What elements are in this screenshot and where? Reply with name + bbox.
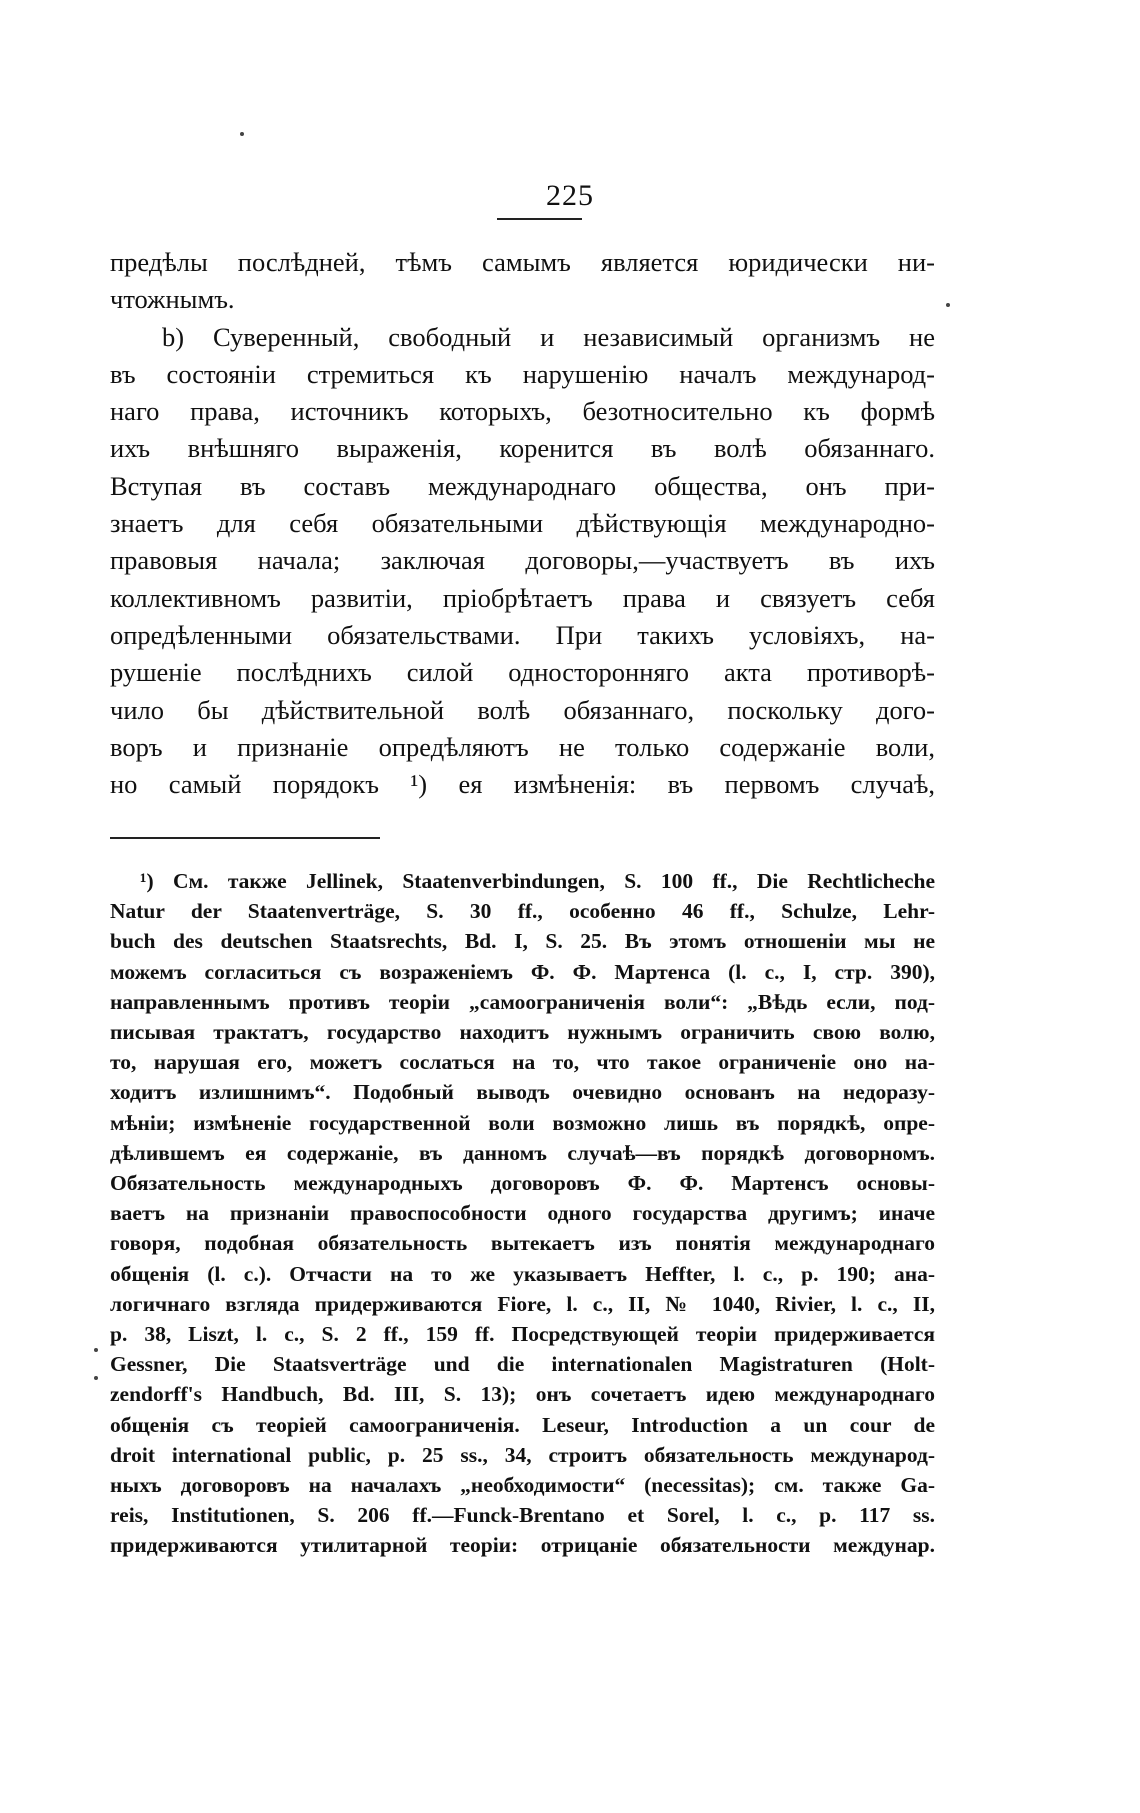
page-number-underline	[497, 218, 582, 220]
footnote	[110, 866, 935, 1561]
footnote-line: ходитъ излишнимъ“. Подобный выводъ очевидно основанъ на недоразу-	[110, 1080, 935, 1105]
footnote-line: droit international public, p. 25 ss., 34, строитъ обязательность международ-	[110, 1442, 935, 1467]
footnote-line: то, нарушая его, можетъ сослаться на то, что такое ограниченіе оно на-	[110, 1050, 935, 1075]
text-line: но самый порядокъ ¹) ея измѣненія: въ первомъ случаѣ,	[110, 769, 935, 800]
text-line: въ состояніи стремиться къ нарушенію началъ международ-	[110, 358, 935, 389]
page-number: 225	[546, 179, 594, 212]
text-line: правовыя начала; заключая договоры,—участвуетъ въ ихъ	[110, 545, 935, 576]
footnote-line: p. 38, Liszt, l. с., S. 2 ff., 159 ff. Посредствующей теоріи придерживается	[110, 1322, 935, 1347]
footnote-line: ¹) См. также Jellinek, Staatenverbindungen, S. 100 ff., Die Rechtlicheche	[140, 869, 935, 893]
text-line: коллективномъ развитіи, пріобрѣтаетъ права и связуетъ себя	[110, 582, 935, 613]
footnote-line: buch des deutschen Staatsrechts, Bd. I, S. 25. Въ этомъ отношеніи мы не	[110, 929, 935, 954]
text-line: рушеніе послѣднихъ силой односторонняго акта противорѣ-	[110, 657, 935, 688]
scan-speck	[240, 132, 244, 136]
footnote-line: ваетъ на признаніи правоспособности одного государства другимъ; иначе	[110, 1201, 935, 1226]
text-line: чтожнымъ.	[110, 284, 235, 315]
footnote-line: дѣлившемъ ея содержаніе, въ данномъ случаѣ—въ порядкѣ договорномъ.	[110, 1140, 935, 1165]
scan-speck	[94, 1376, 98, 1380]
footnote-line: можемъ согласиться съ возраженіемъ Ф. Ф. Мартенса (l. с., I, стр. 390),	[110, 959, 935, 984]
text-line: наго права, источникъ которыхъ, безотносительно къ формѣ	[110, 396, 935, 427]
footnote-line: логичнаго взгляда придерживаются Fiore, l. с., II, № 1040, Rivier, l. с., II,	[110, 1291, 935, 1316]
footnote-line: писывая трактатъ, государство находитъ нужнымъ ограничить свою волю,	[110, 1020, 935, 1045]
text-line: чило бы дѣйствительной волѣ обязаннаго, поскольку дого-	[110, 694, 935, 725]
text-line: воръ и признаніе опредѣляютъ не только содержаніе воли,	[110, 731, 935, 762]
footnote-line: reis, Institutionen, S. 206 ff.—Funck-Brentano et Sorel, l. с., p. 117 ss.	[110, 1503, 935, 1528]
footnote-separator	[110, 837, 380, 839]
footnote-line: придерживаются утилитарной теоріи: отрицаніе обязательности междунар.	[110, 1533, 935, 1558]
footnote-line: направленнымъ противъ теоріи „самоограниченія воли“: „Вѣдь если, под-	[110, 989, 935, 1014]
footnote-line: общенія (l. с.). Отчасти на то же указываетъ Heffter, l. с., p. 190; ана-	[110, 1261, 935, 1286]
footnote-line: общенія съ теоріей самоограниченія. Leseur, Introduction a un cour de	[110, 1412, 935, 1437]
scan-speck	[94, 1348, 98, 1352]
footnote-line: говоря, подобная обязательность вытекаетъ изъ понятія международнаго	[110, 1231, 935, 1256]
text-line: Вступая въ составъ международнаго общества, онъ при-	[110, 470, 935, 501]
footnote-line: Gessner, Die Staatsverträge und die internationalen Magistraturen (Holt-	[110, 1352, 935, 1377]
text-line: предѣлы послѣдней, тѣмъ самымъ является юридически ни-	[110, 247, 935, 277]
text-line: ихъ внѣшняго выраженія, коренится въ волѣ обязаннаго.	[110, 433, 935, 464]
footnote-line: мѣніи; измѣненіе государственной воли возможно лишь въ порядкѣ, опре-	[110, 1110, 935, 1135]
footnote-line: Natur der Staatenverträge, S. 30 ff., особенно 46 ff., Schulze, Lehr-	[110, 899, 935, 924]
text-line: знаетъ для себя обязательными дѣйствующія международно-	[110, 508, 935, 539]
text-line: опредѣленными обязательствами. При такихъ условіяхъ, на-	[110, 619, 935, 650]
main-body-text	[110, 244, 935, 803]
text-line: b) Суверенный, свободный и независимый организмъ не	[162, 321, 935, 352]
footnote-line: ныхъ договоровъ на началахъ „необходимости“ (necessitas); см. также Ga-	[110, 1473, 935, 1498]
footnote-line: Обязательность международныхъ договоровъ Ф. Ф. Мартенсъ основы-	[110, 1171, 935, 1196]
scan-speck	[946, 303, 950, 307]
footnote-line: zendorff's Handbuch, Bd. III, S. 13); онъ сочетаетъ идею международнаго	[110, 1382, 935, 1407]
